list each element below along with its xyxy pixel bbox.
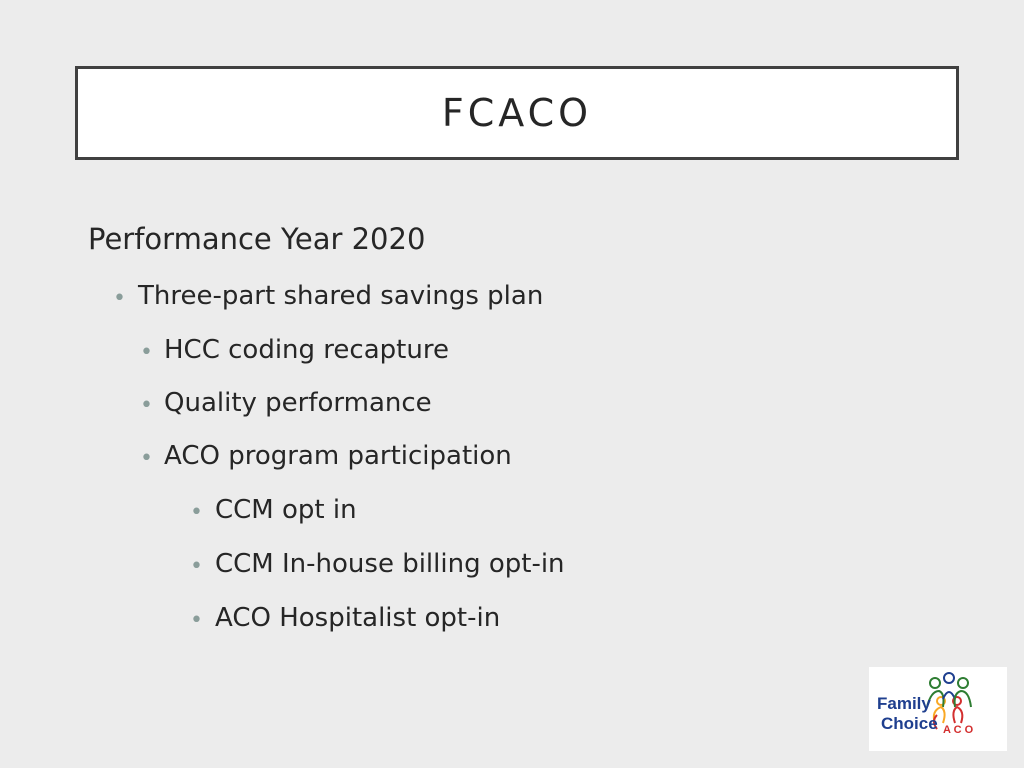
- logo-figure-head: [930, 678, 940, 688]
- title-box: [75, 66, 959, 160]
- list-item: CCM opt in: [215, 495, 357, 525]
- list-item: Quality performance: [164, 388, 432, 418]
- logo-figure-body: [953, 707, 962, 723]
- list-item: ACO Hospitalist opt-in: [215, 603, 501, 633]
- list-item: Three-part shared savings plan: [138, 281, 544, 311]
- logo-graphic: [869, 667, 1007, 751]
- bullet-icon: •: [190, 608, 203, 633]
- bullet-icon: •: [190, 500, 203, 525]
- bullet-icon: •: [140, 340, 153, 365]
- section-heading: Performance Year 2020: [88, 222, 426, 256]
- logo-figure-head: [944, 673, 954, 683]
- slide-title: FCACO: [441, 91, 593, 135]
- list-item: ACO program participation: [164, 441, 512, 471]
- logo-text-choice: Choice: [881, 714, 938, 733]
- logo-figure-head: [958, 678, 968, 688]
- list-item: CCM In-house billing opt-in: [215, 549, 565, 579]
- family-choice-logo: [869, 667, 1007, 751]
- bullet-icon: •: [140, 446, 153, 471]
- bullet-icon: •: [113, 286, 126, 311]
- logo-text-aco: A C O: [943, 724, 974, 736]
- logo-text-family: Family: [877, 694, 931, 713]
- bullet-icon: •: [190, 554, 203, 579]
- list-item: HCC coding recapture: [164, 335, 449, 365]
- bullet-icon: •: [140, 393, 153, 418]
